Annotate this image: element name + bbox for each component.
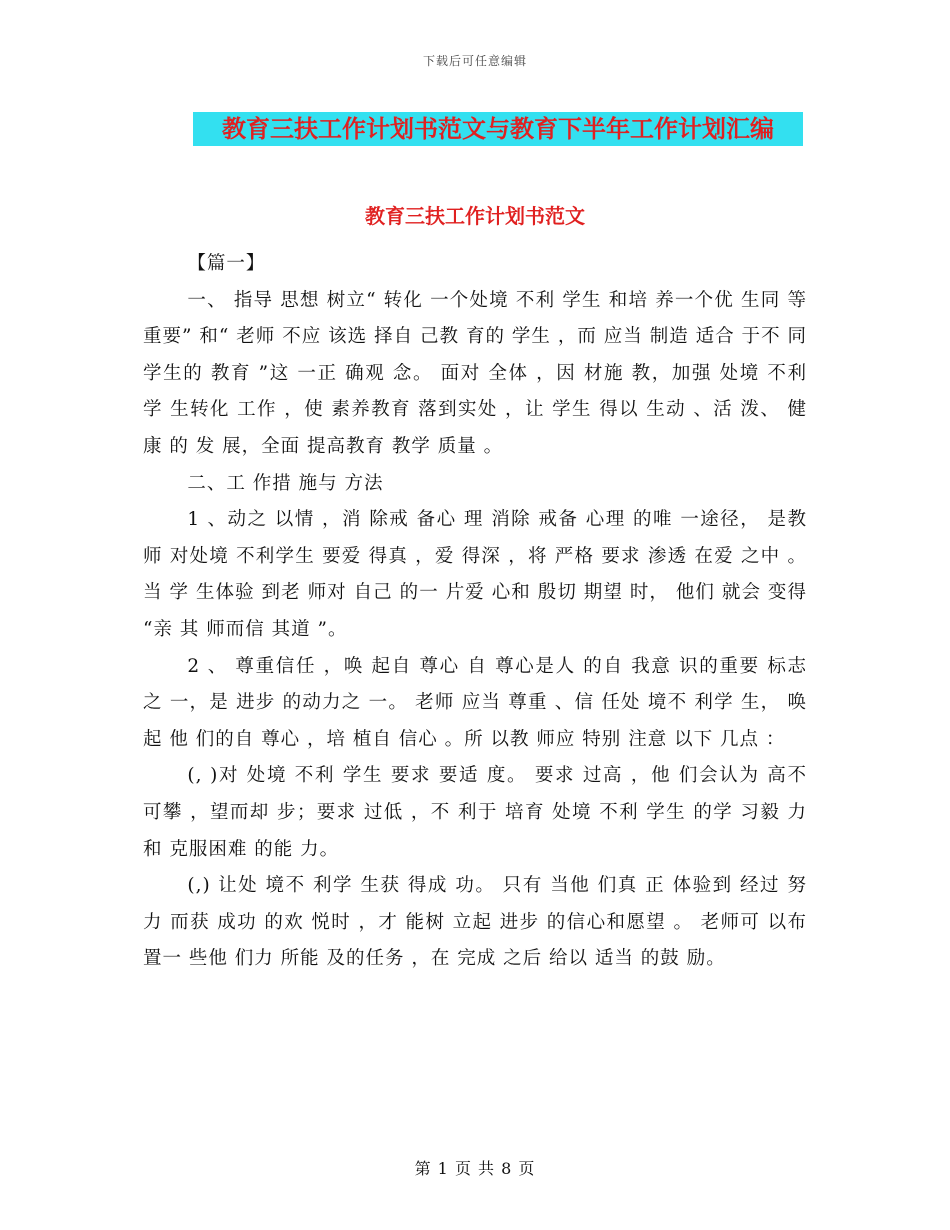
document-title: 教育三扶工作计划书范文与教育下半年工作计划汇编 bbox=[193, 112, 803, 146]
page-footer: 第 1 页 共 8 页 bbox=[414, 1159, 536, 1178]
paragraph-subitem-b: (,) 让处 境不 利学 生获 得成 功。 只有 当他 们真 正 体验到 经过 努力 而获 成功 的欢 悦时 ，才 能树 立起 进步 的信心和愿望 。 老师可 以布 置一 些他 们力 所能 及的任务 ，在 完成 之后 给以 适当 的鼓 励。 bbox=[143, 875, 807, 970]
section-title: 教育三扶工作计划书范文 bbox=[365, 204, 585, 228]
paragraph-item-2: 2 、 尊重信任 ，唤 起自 尊心 自 尊心是人 的自 我意 识的重要 标志 之 一，是 进步 的动力之 一。 老师 应当 尊重 、信 任处 境不 利学 生， 唤起 他 们的自 尊心 ，培 植自 信心 。所 以教 师应 特别 注意 以下 几点 ： bbox=[143, 655, 807, 750]
paragraph-guiding-ideology: 一、 指导 思想 树立“ 转化 一个处境 不利 学生 和培 养一个优 生同 等 重要” 和“ 老师 不应 该选 择自 己教 育的 学生 ，而 应当 制造 适合 于不 同 学生的 教育 ”这 一正 确观 念。 面对 全体 ，因 材施 教，加强 处境 不利 学 生转化 工作 ，使 素养教育 落到实处 ，让 学生 得以 生动 、活 泼、 健康 的 发 展，全面 提高教育 教学 质量 。 bbox=[143, 289, 807, 457]
paragraph-subitem-a: (, )对 处境 不利 学生 要求 要适 度。 要求 过高 ，他 们会认为 高不 可攀 ，望而却 步；要求 过低 ，不 利于 培育 处境 不利 学生 的学 习毅 力和 克服困难 的能 力。 bbox=[143, 765, 807, 860]
body-text bbox=[143, 246, 807, 978]
paragraph-measures-heading: 二、工 作措 施与 方法 bbox=[187, 472, 384, 494]
paragraph-item-1: 1 、动之 以情 ，消 除戒 备心 理 消除 戒备 心理 的唯 一途径， 是教 师 对处境 不利学生 要爱 得真 ，爱 得深 ，将 严格 要求 渗透 在爱 之中 。当 学 生体验 到老 师对 自己 的一 片爱 心和 殷切 期望 时， 他们 就会 变得 “亲 其 师而信 其道 ”。 bbox=[143, 509, 807, 640]
page-header: 下载后可任意编辑 bbox=[422, 54, 527, 68]
paragraph-part-label: 【篇一】 bbox=[187, 253, 266, 274]
